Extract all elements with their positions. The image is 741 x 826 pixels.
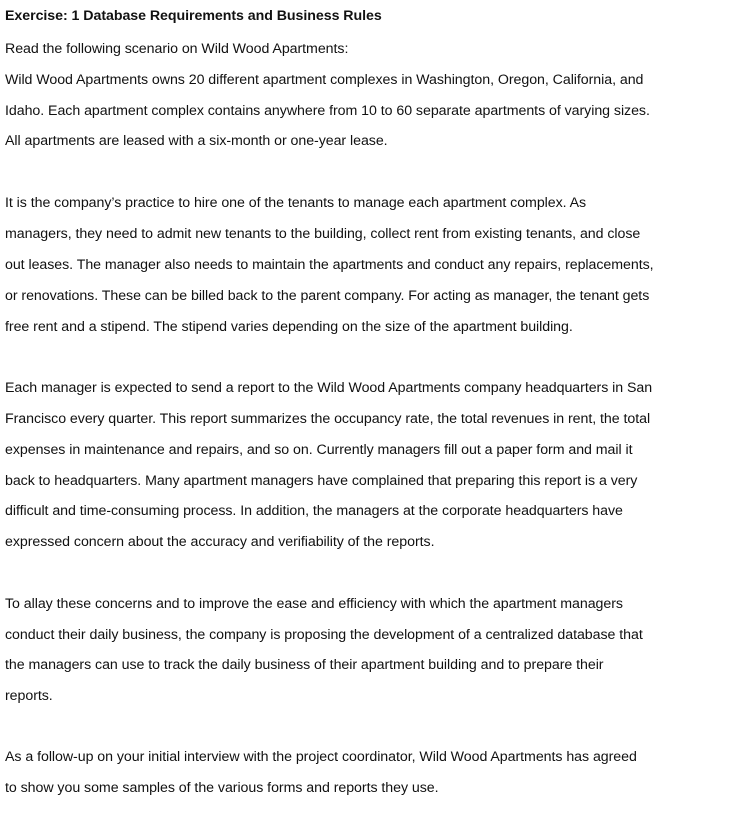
paragraph-line: back to headquarters. Many apartment managers have complained that preparing this report is a very bbox=[5, 473, 638, 489]
paragraph-line: to show you some samples of the various forms and reports they use. bbox=[5, 780, 439, 796]
paragraph-line: or renovations. These can be billed back to the parent company. For acting as manager, the tenant gets bbox=[5, 288, 650, 304]
paragraph-line: expenses in maintenance and repairs, and so on. Currently managers fill out a paper form and mail it bbox=[5, 442, 633, 458]
paragraph-line: reports. bbox=[5, 688, 53, 704]
paragraph-line: As a follow-up on your initial interview with the project coordinator, Wild Wood Apartments has agreed bbox=[5, 749, 637, 765]
paragraph-line: expressed concern about the accuracy and verifiability of the reports. bbox=[5, 534, 435, 550]
intro-line: Read the following scenario on Wild Wood Apartments: bbox=[5, 41, 349, 57]
paragraph-line: free rent and a stipend. The stipend varies depending on the size of the apartment building. bbox=[5, 319, 573, 335]
paragraph-line: difficult and time-consuming process. In addition, the managers at the corporate headquarters have bbox=[5, 503, 623, 519]
exercise-title: Exercise: 1 Database Requirements and Business Rules bbox=[5, 8, 382, 24]
paragraph-line: All apartments are leased with a six-month or one-year lease. bbox=[5, 133, 388, 149]
paragraph-line: managers, they need to admit new tenants to the building, collect rent from existing tenants, and close bbox=[5, 226, 641, 242]
paragraph-line: Francisco every quarter. This report summarizes the occupancy rate, the total revenues in rent, the total bbox=[5, 411, 651, 427]
paragraph-line: To allay these concerns and to improve the ease and efficiency with which the apartment managers bbox=[5, 596, 623, 612]
paragraph-line: Idaho. Each apartment complex contains anywhere from 10 to 60 separate apartments of varying sizes. bbox=[5, 103, 650, 119]
paragraph-line: the managers can use to track the daily business of their apartment building and to prepare their bbox=[5, 657, 604, 673]
paragraph-line: Wild Wood Apartments owns 20 different apartment complexes in Washington, Oregon, California, and bbox=[5, 72, 644, 88]
paragraph-line: conduct their daily business, the company is proposing the development of a centralized database that bbox=[5, 627, 643, 643]
paragraph-line: It is the company’s practice to hire one of the tenants to manage each apartment complex. As bbox=[5, 195, 587, 211]
paragraph-line: Each manager is expected to send a report to the Wild Wood Apartments company headquarters in San bbox=[5, 380, 653, 396]
paragraph-line: out leases. The manager also needs to maintain the apartments and conduct any repairs, replacements, bbox=[5, 257, 654, 273]
